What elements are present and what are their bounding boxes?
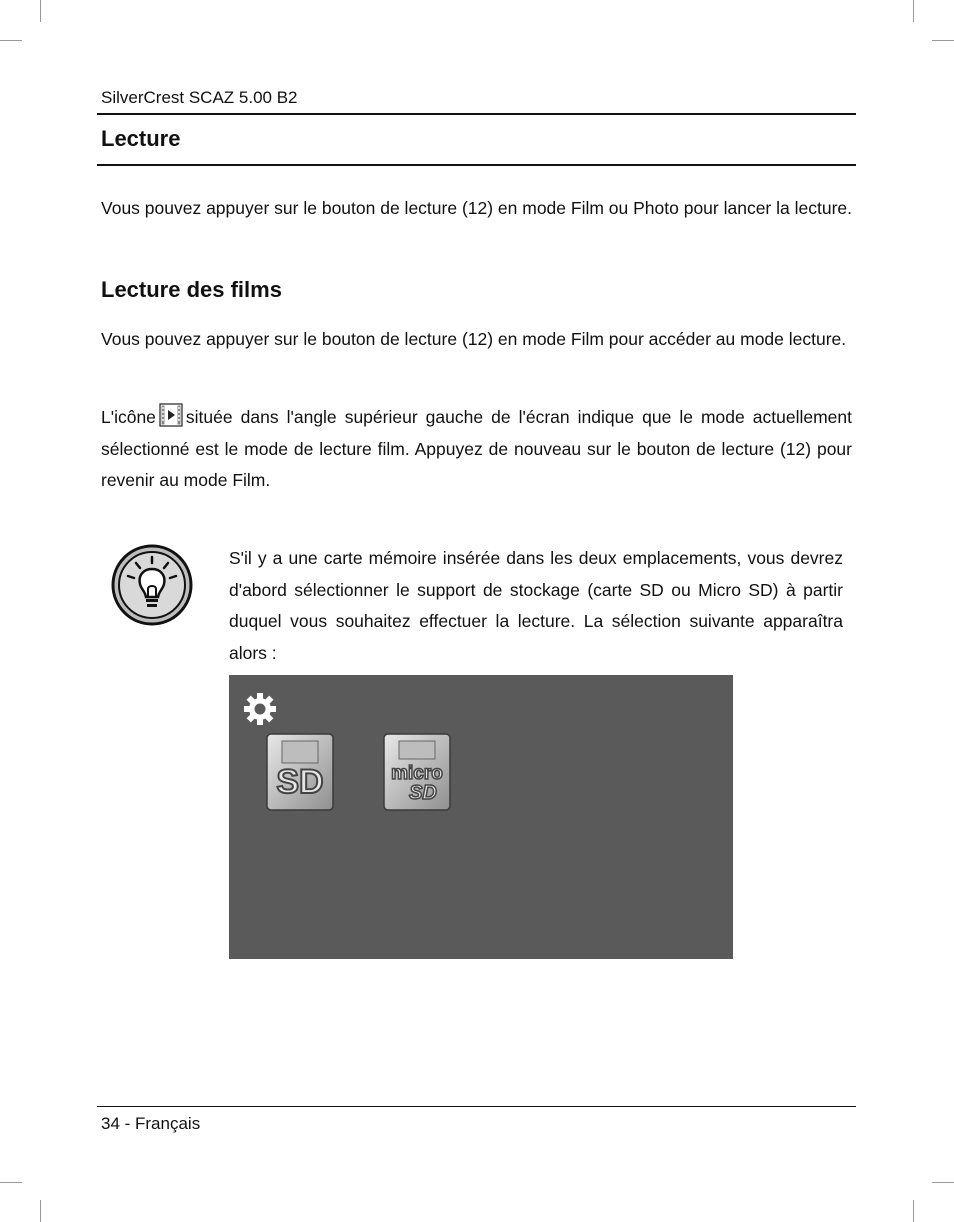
page-number: 34 - Français bbox=[101, 1114, 201, 1133]
header-rule bbox=[97, 113, 856, 115]
subsection-title: Lecture des films bbox=[101, 277, 282, 302]
lightbulb-icon bbox=[110, 543, 194, 627]
crop-mark bbox=[913, 1200, 914, 1222]
films-paragraph-1: Vous pouvez appuyer sur le bouton de lecture (12) en mode Film pour accéder au mode lecture. bbox=[101, 329, 847, 349]
micro-sd-card-option[interactable] bbox=[383, 733, 451, 811]
footer-rule bbox=[97, 1106, 856, 1107]
intro-paragraph: Vous pouvez appuyer sur le bouton de lecture (12) en mode Film ou Photo pour lancer la lecture. bbox=[101, 198, 852, 218]
micro-sd-label-top: micro bbox=[391, 763, 443, 784]
crop-mark bbox=[40, 0, 41, 22]
crop-mark bbox=[0, 1182, 22, 1183]
storage-selection-screen bbox=[229, 675, 733, 959]
micro-sd-label-bottom: SD bbox=[409, 782, 437, 804]
films-p2-after: située dans l'angle supérieur gauche de l'écran indique que le mode actuellement sélectionné est le mode de lecture film. Appuyez de nouveau sur le bouton de lecture (12) pour revenir au mode Film. bbox=[101, 407, 852, 490]
crop-mark bbox=[40, 1200, 41, 1222]
sd-card-option[interactable] bbox=[266, 733, 334, 811]
running-header: SilverCrest SCAZ 5.00 B2 bbox=[101, 88, 298, 107]
section-title: Lecture bbox=[101, 126, 181, 151]
tip-paragraph: S'il y a une carte mémoire insérée dans les deux emplacements, vous devrez d'abord sélectionner le support de stockage (carte SD ou Micro SD) à partir duquel vous souhaitez effectuer la lecture. La sélection suivante apparaîtra alors : bbox=[229, 548, 843, 663]
sd-card-label: SD bbox=[276, 763, 324, 801]
crop-mark bbox=[913, 0, 914, 22]
films-p2-before: L'icône bbox=[101, 407, 156, 427]
film-playback-icon bbox=[159, 403, 183, 427]
films-paragraph-2 bbox=[101, 402, 852, 497]
crop-mark bbox=[932, 40, 954, 41]
crop-mark bbox=[0, 40, 22, 41]
gear-icon bbox=[242, 691, 278, 727]
section-rule bbox=[97, 164, 856, 166]
crop-mark bbox=[932, 1182, 954, 1183]
